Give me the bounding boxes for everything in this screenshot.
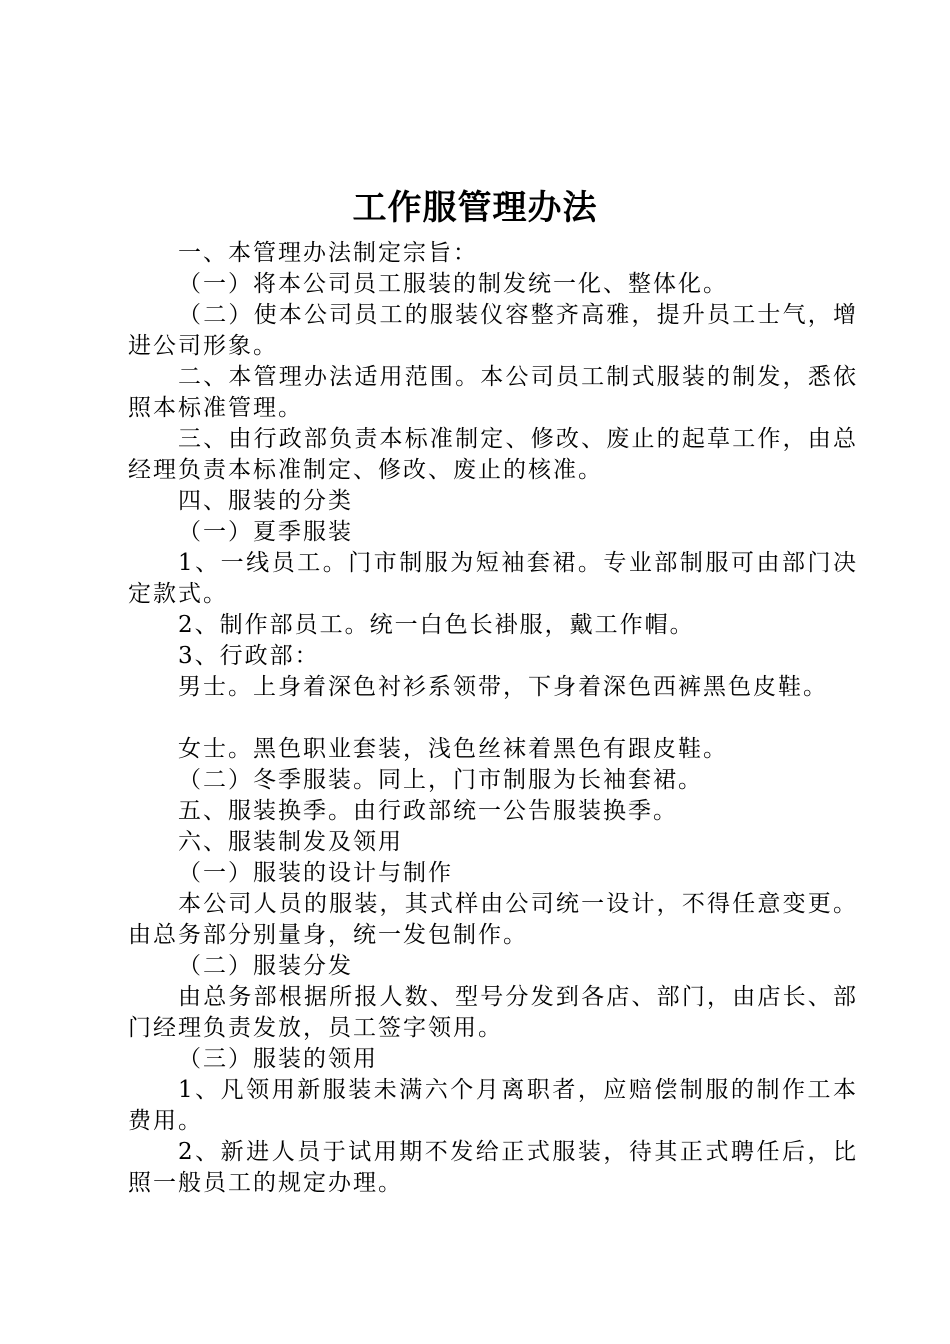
paragraph-item: （二）冬季服装。同上，门市制服为长袖套裙。 — [178, 767, 703, 793]
paragraph-item: 女士。黑色职业套装，浅色丝袜着黑色有跟皮鞋。 — [178, 736, 728, 762]
paragraph-item: 男士。上身着深色衬衫系领带，下身着深色西裤黑色皮鞋。 — [178, 674, 828, 700]
paragraph-section-1: 一、本管理办法制定宗旨： — [178, 240, 478, 266]
paragraph-item: 3、行政部： — [178, 643, 320, 669]
paragraph-item: 2、制作部员工。统一白色长褂服，戴工作帽。 — [178, 612, 695, 638]
blank-line — [128, 703, 858, 734]
paragraph-section-6: 六、服装制发及领用 — [178, 829, 403, 855]
paragraph-item: （三）服装的领用 — [178, 1046, 378, 1072]
paragraph-item: （二）使本公司员工的服装仪容整齐高雅，提升员工士气，增进公司形象。 — [128, 302, 858, 359]
paragraph-item: 本公司人员的服装，其式样由公司统一设计，不得任意变更。由总务部分别量身，统一发包制作。 — [128, 891, 858, 948]
paragraph-section-4: 四、服装的分类 — [178, 488, 353, 514]
paragraph-item: 2、新进人员于试用期不发给正式服装，待其正式聘任后，比照一般员工的规定办理。 — [128, 1139, 858, 1196]
paragraph-item: （一）将本公司员工服装的制发统一化、整体化。 — [178, 271, 728, 297]
paragraph-item: （一）夏季服装 — [178, 519, 353, 545]
paragraph-item: （一）服装的设计与制作 — [178, 860, 453, 886]
paragraph-item: 1、凡领用新服装未满六个月离职者，应赔偿制服的制作工本费用。 — [128, 1077, 858, 1134]
paragraph-item: （二）服装分发 — [178, 953, 353, 979]
paragraph-section-2: 二、本管理办法适用范围。本公司员工制式服装的制发，悉依照本标准管理。 — [128, 364, 858, 421]
document-body — [128, 238, 858, 1199]
paragraph-section-5: 五、服装换季。由行政部统一公告服装换季。 — [178, 798, 678, 824]
paragraph-item: 1、一线员工。门市制服为短袖套裙。专业部制服可由部门决定款式。 — [128, 550, 858, 607]
paragraph-section-3: 三、由行政部负责本标准制定、修改、废止的起草工作，由总经理负责本标准制定、修改、废止的核准。 — [128, 426, 858, 483]
paragraph-item: 由总务部根据所报人数、型号分发到各店、部门，由店长、部门经理负责发放，员工签字领用。 — [128, 984, 858, 1041]
document-title: 工作服管理办法 — [352, 188, 598, 228]
